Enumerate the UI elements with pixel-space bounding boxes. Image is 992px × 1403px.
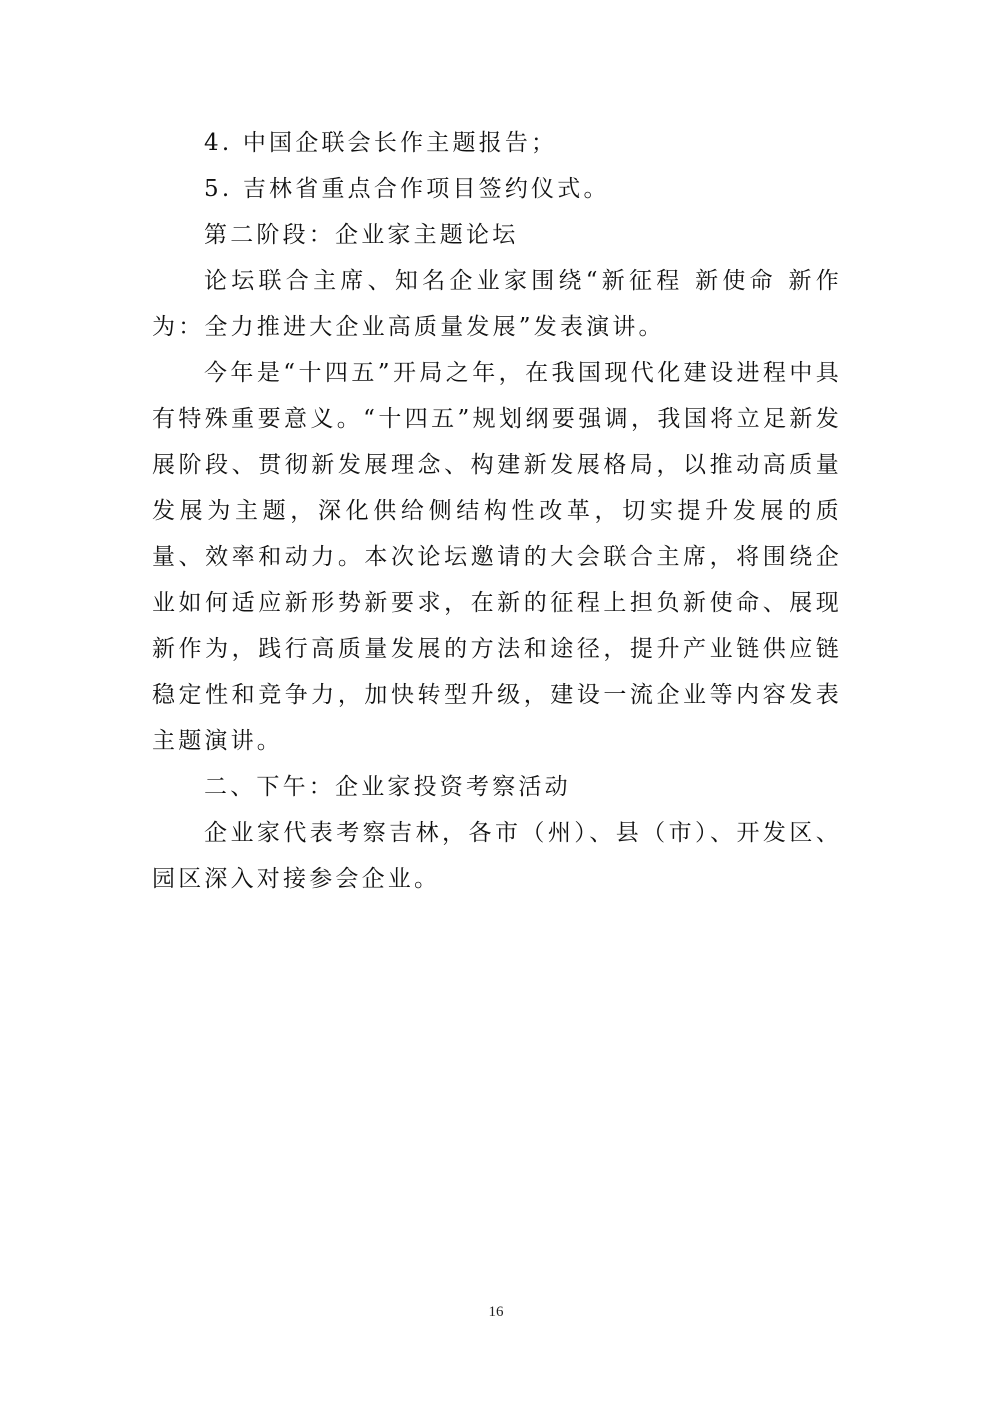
page-number: 16 (488, 1304, 504, 1320)
section-heading-stage-two: 第二阶段：企业家主题论坛 (204, 222, 519, 248)
paragraph-forum-speech: 论坛联合主席、知名企业家围绕“新征程 新使命 新作为：全力推进大企业高质量发展”发表演讲。 (152, 268, 842, 340)
section-heading-afternoon: 二、下午：企业家投资考察活动 (204, 774, 571, 800)
paragraph-fourteenth-five-year: 今年是“十四五”开局之年，在我国现代化建设进程中具有特殊重要意义。“十四五”规划纲要强调，我国将立足新发展阶段、贯彻新发展理念、构建新发展格局，以推动高质量发展为主题，深化供给侧结构性改革，切实提升发展的质量、效率和动力。本次论坛邀请的大会联合主席，将围绕企业如何适应新形势新要求，在新的征程上担负新使命、展现新作为，践行高质量发展的方法和途径，提升产业链供应链稳定性和竞争力，加快转型升级，建设一流企业等内容发表主题演讲。 (152, 360, 842, 754)
document-body (152, 120, 842, 902)
paragraph-inspection: 企业家代表考察吉林，各市（州）、县（市）、开发区、园区深入对接参会企业。 (152, 820, 842, 892)
list-item-4: 4. 中国企联会长作主题报告； (204, 130, 558, 156)
list-item-5: 5. 吉林省重点合作项目签约仪式。 (204, 176, 610, 202)
